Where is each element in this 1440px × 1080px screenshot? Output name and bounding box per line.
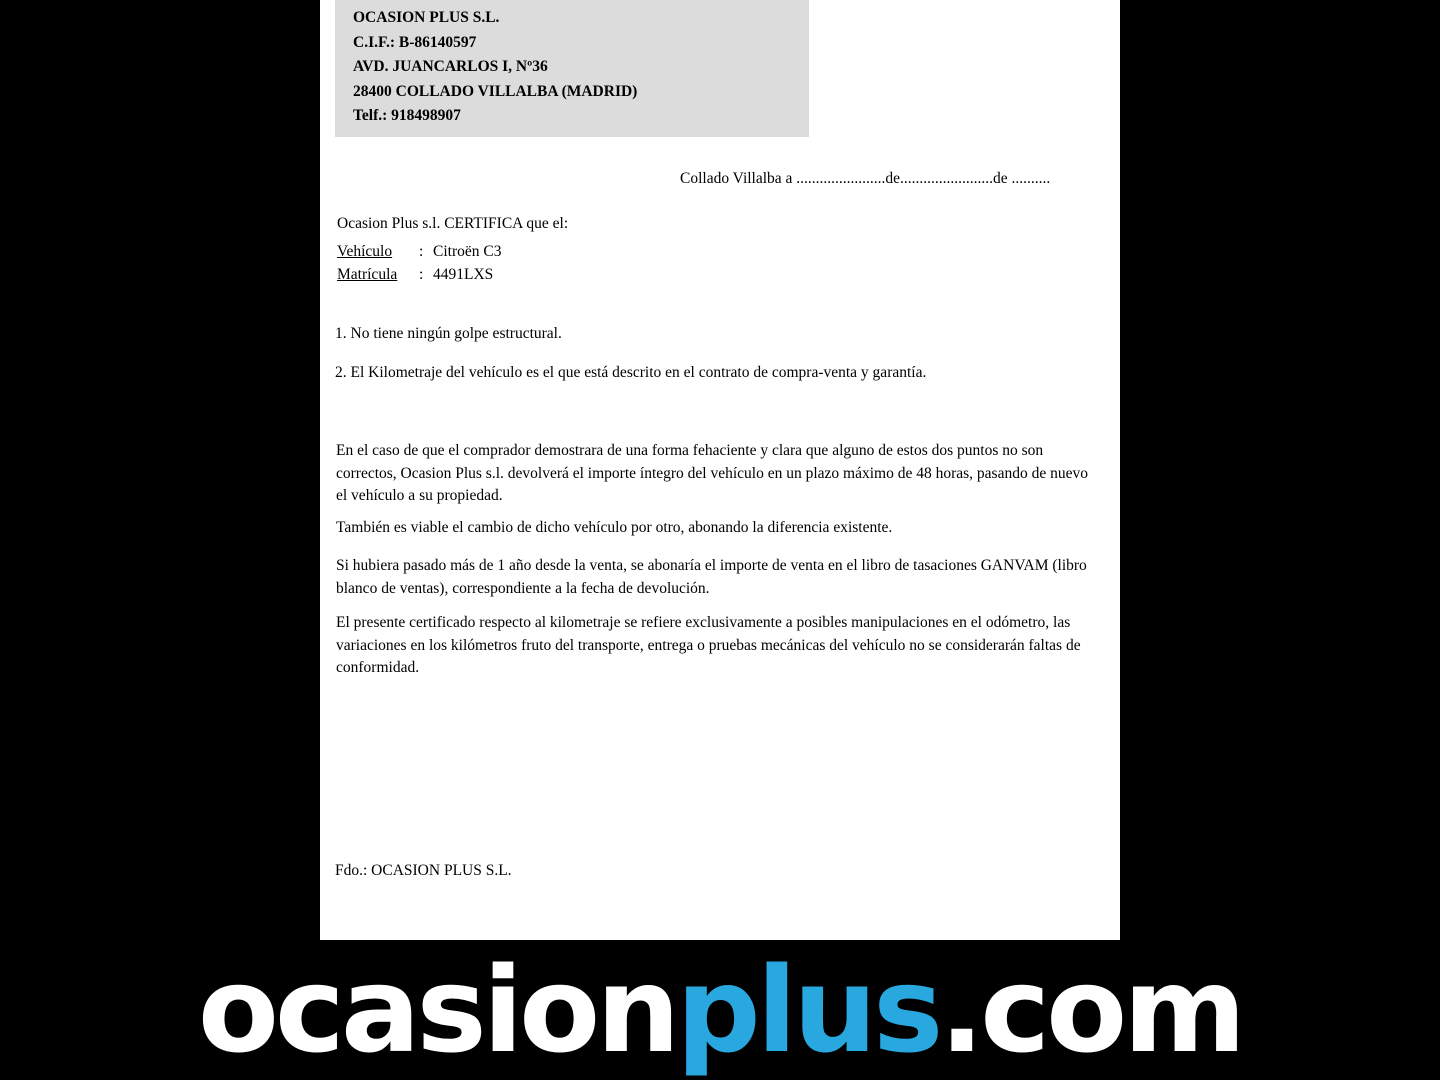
vehicle-details xyxy=(337,240,501,286)
letterhead-company: OCASION PLUS S.L. xyxy=(353,9,500,26)
brand-footer xyxy=(0,940,1440,1080)
date-line: Collado Villalba a .......................de........................de .......... xyxy=(680,170,1051,187)
letterhead-phone: Telf.: 918498907 xyxy=(353,107,461,124)
field-value-vehiculo: Citroën C3 xyxy=(433,243,502,260)
body-paragraph-3: Si hubiera pasado más de 1 año desde la venta, se abonaría el importe de venta en el libro de tasaciones GANVAM (libro blanco de ventas), correspondiente a la fecha de devolución. xyxy=(336,557,1087,597)
certifies-intro: Ocasion Plus s.l. CERTIFICA que el: xyxy=(337,215,569,232)
field-value-matricula: 4491LXS xyxy=(433,266,494,283)
letterhead-address: AVD. JUANCARLOS I, Nº36 xyxy=(353,58,548,75)
field-separator-matricula: : xyxy=(419,266,424,283)
letterhead-cif: C.I.F.: B-86140597 xyxy=(353,33,477,51)
field-row-matricula xyxy=(337,263,501,286)
document-page xyxy=(320,0,1120,940)
signature-line: Fdo.: OCASION PLUS S.L. xyxy=(335,862,512,879)
certified-point-2: 2. El Kilometraje del vehículo es el que está descrito en el contrato de compra-venta y garantía. xyxy=(335,364,927,381)
logo-text-domain: .com xyxy=(939,941,1243,1079)
body-paragraph-2: También es viable el cambio de dicho vehículo por otro, abonando la diferencia existente. xyxy=(336,519,893,536)
letterhead-block xyxy=(335,0,809,137)
logo-text-plus: plus xyxy=(676,941,940,1079)
body-paragraph-4: El presente certificado respecto al kilometraje se refiere exclusivamente a posibles manipulaciones en el odómetro, las variaciones en los kilómetros fruto del transporte, entrega o pruebas mecánicas del vehículo no se considerarán faltas de conformidad. xyxy=(336,614,1081,676)
letterhead-city: 28400 COLLADO VILLALBA (MADRID) xyxy=(353,82,638,100)
ocasionplus-logo xyxy=(197,941,1243,1079)
field-row-vehiculo xyxy=(337,240,501,263)
field-label-matricula: Matrícula xyxy=(337,266,398,283)
certified-point-1: 1. No tiene ningún golpe estructural. xyxy=(335,325,562,342)
field-separator-vehiculo: : xyxy=(419,243,424,260)
field-label-vehiculo: Vehículo xyxy=(337,243,393,260)
body-paragraph-1: En el caso de que el comprador demostrara de una forma fehaciente y clara que alguno de estos dos puntos no son correctos, Ocasion Plus s.l. devolverá el importe íntegro del vehículo en un plazo máximo de 48 horas, pasando de nuevo el vehículo a su propiedad. xyxy=(336,442,1088,504)
logo-text-ocasion: ocasion xyxy=(197,941,677,1079)
